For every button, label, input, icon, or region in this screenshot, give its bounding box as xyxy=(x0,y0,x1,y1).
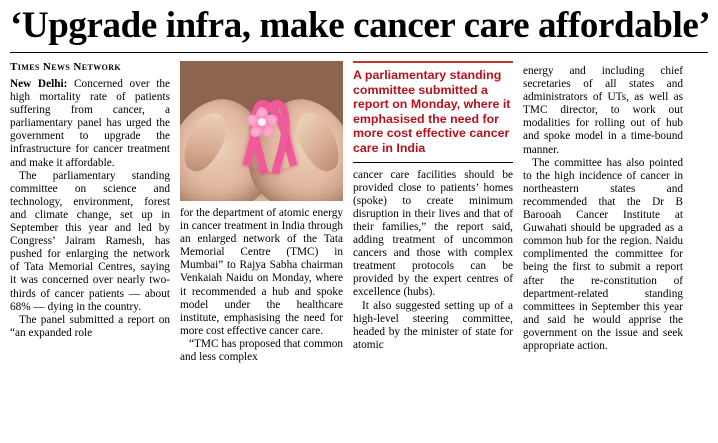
paragraph-text: Concerned over the high mortality rate of patients suffering from cancer, a parliamentary panel has urged the government to upgrade the infrastructure for cancer treatment and make it affordable. xyxy=(10,78,170,169)
paragraph: It also suggested setting up of a high-level steering committee, headed by the minister of state for atomic xyxy=(353,299,513,351)
article-columns xyxy=(10,61,708,364)
paragraph: cancer care facilities should be provided close to patients’ homes (spoke) to create minimum disruption in their lives and that of their families,” the report said, adding treatment of uncommon cancers and those with complex treatment protocols can be provided by the expert centres of excellence (hubs). xyxy=(353,168,513,299)
paragraph: The panel submitted a report on “an expanded role xyxy=(10,313,170,339)
flower-center xyxy=(258,118,266,126)
pull-quote-box xyxy=(353,61,513,163)
page-title: ‘Upgrade infra, make cancer care affordable’ xyxy=(10,5,711,46)
hands-holding-pink-ribbon-photo xyxy=(180,61,343,201)
headline-divider xyxy=(10,52,708,53)
column-4 xyxy=(523,61,683,353)
column-3 xyxy=(353,61,513,352)
paragraph: energy and including chief secretaries of all states and administrators of UTs, as well as TMC director, to work out modalities for rolling out of hub and spoke model in a time-bound manner. xyxy=(523,65,683,156)
pull-quote-text: A parliamentary standing committee submitted a report on Monday, where it emphasised the need for more cost effective cancer care in India xyxy=(353,68,511,155)
column-1 xyxy=(10,61,170,340)
paragraph: The committee has also pointed to the high incidence of cancer in northeastern states and recommended that the Dr B Barooah Cancer Institute at Guwahati should be upgraded as a common hub for the region. Naidu complimented the committee for being the first to submit a report after the re-constitution of department-related standing committees in September this year and said he would apprise the government on the issue and seek appropriate action. xyxy=(523,156,683,352)
pink-flower-icon xyxy=(245,105,279,139)
column-2 xyxy=(180,61,343,364)
paragraph: for the department of atomic energy in cancer treatment in India through an enlarged network of the Tata Memorial Centre (TMC) in Mumbai” to Rajya Sabha chairman Venkaiah Naidu on Monday, where it recommended a hub and spoke model under the healthcare institute, emphasising the need for more cost effective cancer care. xyxy=(180,207,343,337)
paragraph: “TMC has proposed that common and less complex xyxy=(180,337,343,364)
byline: Times News Network xyxy=(10,61,122,73)
dateline: New Delhi: xyxy=(10,78,68,90)
paragraph: The parliamentary standing committee on science and technology, environment, forest and climate change, set up in September this year and led by Congress’ Jairam Ramesh, has pushed for enlarging the network of Tata Memorial Centres, saying it was concerned over nearly two-thirds of cancer patients — about 68% — dying in the country. xyxy=(10,169,170,313)
paragraph xyxy=(10,78,170,170)
